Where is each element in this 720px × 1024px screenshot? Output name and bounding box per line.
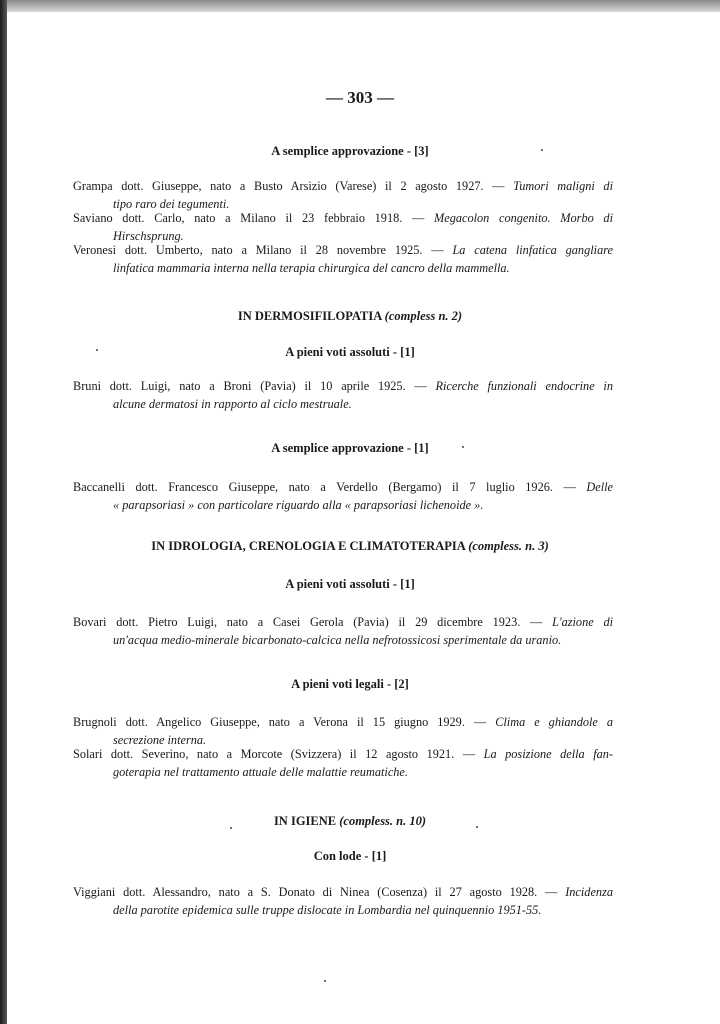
entry-title: Tumori maligni di: [513, 179, 613, 193]
section-count: (compless. n. 10): [339, 814, 427, 828]
heading-semplice-approvazione-2: A semplice approvazione - [1]: [271, 441, 429, 455]
entry-title-cont: secrezione interna.: [113, 733, 207, 747]
scan-speck: [462, 446, 464, 448]
entry-text: Saviano dott. Carlo, nato a Milano il 23 febbraio 1918. —: [73, 211, 425, 225]
entry-text: Brugnoli dott. Angelico Giuseppe, nato a Verona il 15 giugno 1929. —: [73, 715, 487, 729]
entry-title: La posizione della fan-: [483, 747, 614, 761]
entry-bovari: [73, 613, 613, 649]
entry-title-cont: « parapsoriasi » con particolare riguardo alla « parapsoriasi lichenoide ».: [113, 498, 484, 512]
entry-title-cont: alcune dermatosi in rapporto al ciclo mestruale.: [113, 397, 352, 411]
scan-top-edge: [0, 0, 720, 12]
entry-title: Ricerche funzionali endocrine in: [435, 379, 613, 393]
heading-pieni-voti-legali: A pieni voti legali - [2]: [291, 677, 409, 691]
entry-title: Clima e ghiandole a: [495, 715, 613, 729]
entry-text: Baccanelli dott. Francesco Giuseppe, nato a Verdello (Bergamo) il 7 luglio 1926. —: [73, 480, 576, 494]
scan-speck: [324, 980, 326, 982]
entry-title-cont: della parotite epidemica sulle truppe dislocate in Lombardia nel quinquennio 1951-55.: [113, 903, 542, 917]
entry-bruni: [73, 377, 613, 413]
section-title: IN IGIENE: [273, 814, 337, 828]
entry-title: Megacolon congenito. Morbo di: [434, 211, 614, 225]
section-title: IN DERMOSIFILOPATIA: [237, 309, 382, 323]
entry-text: Bovari dott. Pietro Luigi, nato a Casei Gerola (Pavia) il 29 dicembre 1923. —: [73, 615, 543, 629]
entry-title-cont: tipo raro dei tegumenti.: [113, 197, 230, 211]
section-dermosifilopatia: [0, 309, 700, 324]
section-idrologia: [0, 539, 700, 554]
entry-text: Solari dott. Severino, nato a Morcote (Svizzera) il 12 agosto 1921. —: [73, 747, 476, 761]
scan-speck: [96, 349, 98, 351]
heading-semplice-approvazione: A semplice approvazione - [3]: [271, 144, 429, 158]
entry-title: Delle: [586, 480, 613, 494]
scan-speck: [476, 826, 478, 828]
entry-title: Incidenza: [565, 885, 613, 899]
entry-brugnoli: [73, 713, 613, 749]
section-title: IN IDROLOGIA, CRENOLOGIA E CLIMATOTERAPIA: [151, 539, 466, 553]
section-igiene: [0, 814, 700, 829]
entry-title-cont: goterapia nel trattamento attuale delle malattie reumatiche.: [113, 765, 408, 779]
entry-baccanelli: [73, 478, 613, 514]
entry-text: Grampa dott. Giuseppe, nato a Busto Arsizio (Varese) il 2 agosto 1927. —: [73, 179, 505, 193]
heading-pieni-voti-assoluti-2: A pieni voti assoluti - [1]: [285, 577, 415, 591]
entry-viggiani: [73, 883, 613, 919]
entry-veronesi: [73, 241, 613, 277]
heading-con-lode: Con lode - [1]: [313, 849, 387, 863]
entry-title-cont: linfatica mammaria interna nella terapia chirurgica del cancro della mammella.: [113, 261, 510, 275]
heading-pieni-voti-assoluti: A pieni voti assoluti - [1]: [285, 345, 415, 359]
section-count: (compless. n. 3): [468, 539, 549, 553]
entry-text: Viggiani dott. Alessandro, nato a S. Donato di Ninea (Cosenza) il 27 agosto 1928. —: [73, 885, 558, 899]
entry-title-cont: un'acqua medio-minerale bicarbonato-calcica nella nefrotossicosi sperimentale da uranio.: [113, 633, 562, 647]
entry-title: La catena linfatica gangliare: [452, 243, 613, 257]
entry-text: Bruni dott. Luigi, nato a Broni (Pavia) il 10 aprile 1925. —: [73, 379, 427, 393]
entry-text: Veronesi dott. Umberto, nato a Milano il 28 novembre 1925. —: [73, 243, 444, 257]
entry-saviano: [73, 209, 613, 245]
entry-title: L'azione di: [552, 615, 614, 629]
entry-title-cont: Hirschsprung.: [113, 229, 184, 243]
entry-grampa: [73, 177, 613, 213]
scan-speck: [230, 827, 232, 829]
section-count: (compless n. 2): [384, 309, 463, 323]
page-number: — 303 —: [326, 88, 394, 107]
scan-speck: [541, 149, 543, 151]
entry-solari: [73, 745, 613, 781]
